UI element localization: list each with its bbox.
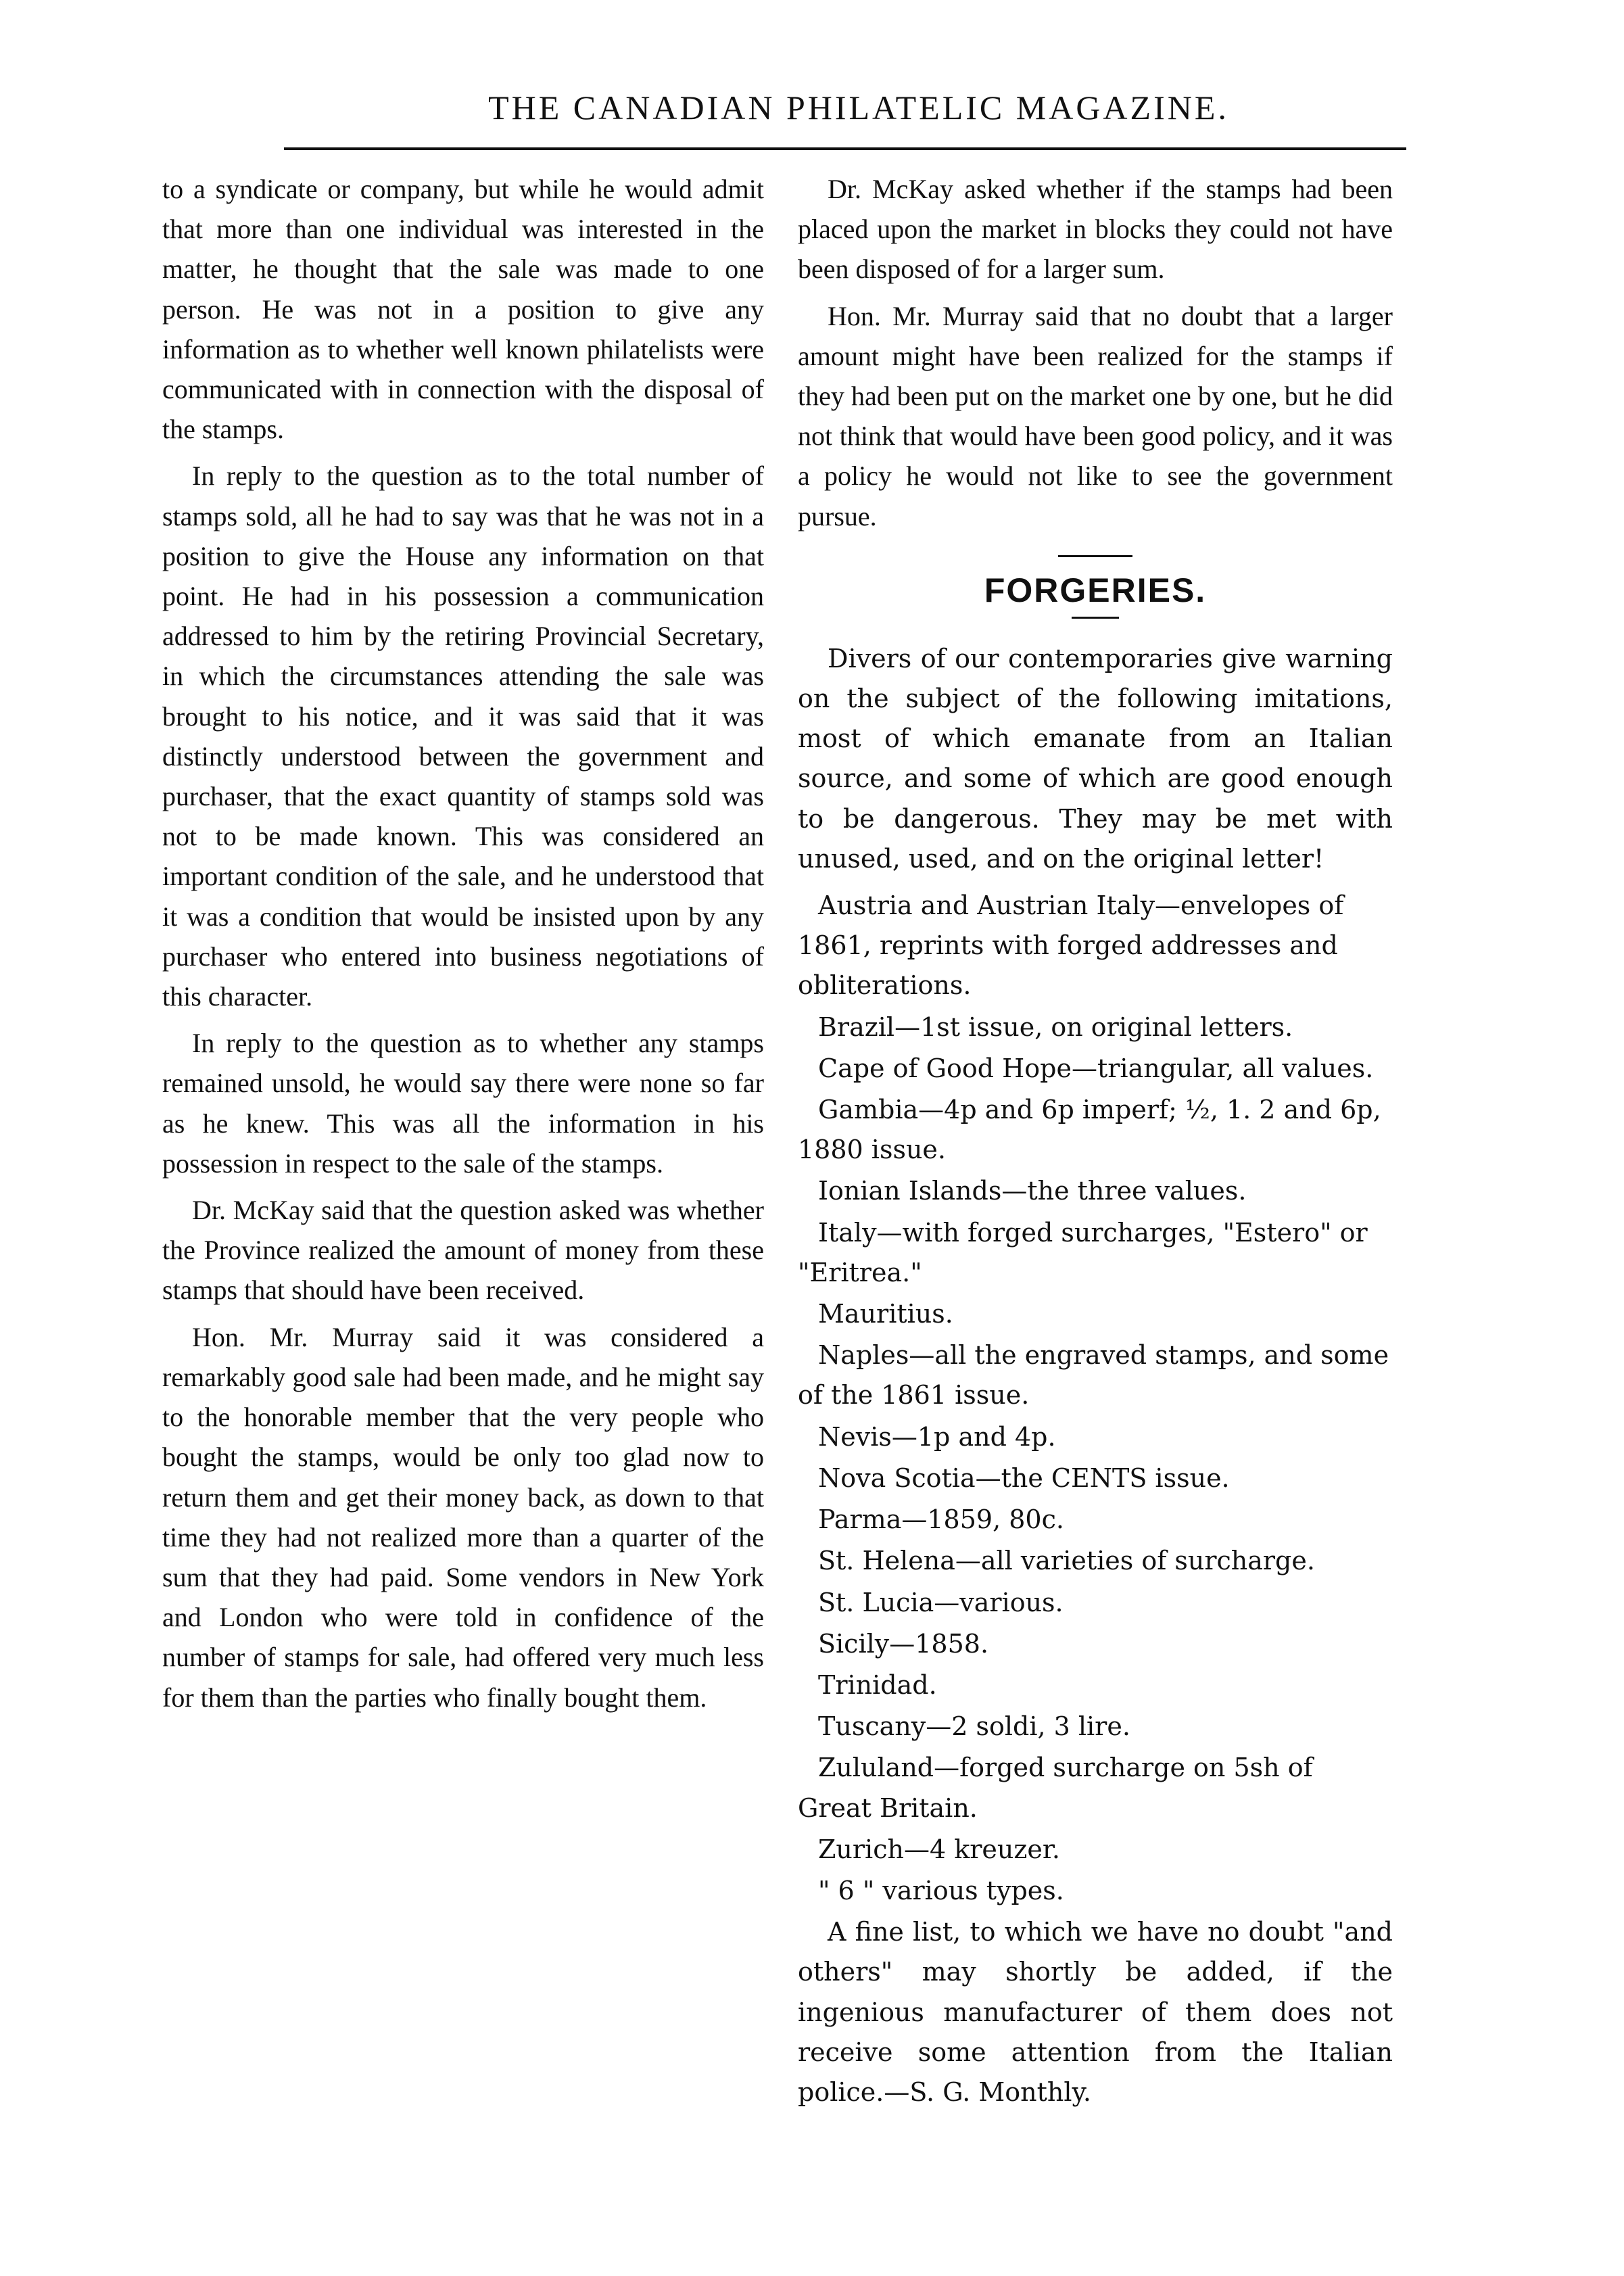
forgery-list-item: Zululand—forged surcharge on 5sh of Great Britain. xyxy=(798,1753,1313,1823)
forgery-list-item: Naples—all the engraved stamps, and some of the 1861 issue. xyxy=(798,1340,1389,1410)
forgeries-intro: Divers of our contemporaries give warning on the subject of the following imitations, most of which emanate from an Italian source, and some of which are good enough to be dangerous. They may be met with unused, used, and on the original letter! xyxy=(798,643,1393,874)
forgery-list-item: Austria and Austrian Italy—envelopes of 1861, reprints with forged addresses and obliterations. xyxy=(798,891,1344,1001)
right-paragraph: Dr. McKay asked whether if the stamps had been placed upon the market in blocks they could not have been disposed of for a larger sum. xyxy=(798,174,1393,285)
forgeries-closing: A fine list, to which we have no doubt "and others" may shortly be added, if the ingenious manufacturer of them does not receive some attention from the Italian police.—S. G. Monthly. xyxy=(798,1917,1393,2107)
forgery-list-item: Trinidad. xyxy=(818,1669,937,1700)
header-rule xyxy=(284,147,1406,150)
section-divider xyxy=(1058,555,1132,557)
forgery-list-item: Zurich—4 kreuzer. xyxy=(818,1834,1060,1864)
right-column xyxy=(798,169,1393,2119)
page-title: THE CANADIAN PHILATELIC MAGAZINE. xyxy=(488,89,1229,126)
forgery-list-item: St. Helena—all varieties of surcharge. xyxy=(818,1546,1315,1576)
left-paragraph: to a syndicate or company, but while he would admit that more than one individual was interested in the matter, he thought that the sale was made to one person. He was not in a position to give any information as to whether well known philatelists were communicated with in connection with the disposal of the stamps. xyxy=(162,174,764,445)
forgery-list-item: Parma—1859, 80c. xyxy=(818,1504,1064,1535)
forgery-list-item: Ionian Islands—the three values. xyxy=(818,1176,1247,1206)
left-paragraph: Dr. McKay said that the question asked was whether the Province realized the amount of money from these stamps that should have been received. xyxy=(162,1195,764,1306)
left-paragraph: In reply to the question as to whether any stamps remained unsold, he would say there were none so far as he knew. This was all the information in his possession in respect to the sale of the stamps. xyxy=(162,1028,764,1179)
forgery-list-item: Mauritius. xyxy=(818,1299,953,1329)
forgery-list-item: " 6 " various types. xyxy=(818,1875,1064,1905)
forgery-list-item: Gambia—4p and 6p imperf; ½, 1. 2 and 6p, 1880 issue. xyxy=(798,1095,1381,1165)
forgeries-section xyxy=(798,639,1393,2112)
forgery-list-item: Nova Scotia—the CENTS issue. xyxy=(818,1463,1230,1493)
forgery-list-item: Cape of Good Hope—triangular, all values. xyxy=(818,1053,1374,1083)
section-heading: FORGERIES. xyxy=(984,571,1207,609)
left-paragraph: Hon. Mr. Murray said it was considered a remarkably good sale had been made, and he might say to the honorable member that the very people who bought the stamps, would be only too glad now to return them and get their money back, as down to that time they had not realized more than a quarter of the sum that they had paid. Some vendors in New York and London who were told in confidence of the number of stamps for sale, had offered very much less for them than the parties who finally bought them. xyxy=(162,1321,764,1713)
left-column xyxy=(162,169,764,1724)
forgery-list-item: Nevis—1p and 4p. xyxy=(818,1421,1056,1452)
forgery-list-item: St. Lucia—various. xyxy=(818,1587,1064,1617)
forgery-list-item: Tuscany—2 soldi, 3 lire. xyxy=(818,1711,1130,1742)
heading-underline xyxy=(1072,617,1119,619)
left-paragraph: In reply to the question as to the total number of stamps sold, all he had to say was that he was not in a position to give the House any information on that point. He had in his possession a communication addressed to him by the retiring Provincial Secretary, in which the circumstances attending the sale was brought to his notice, and it was said that it was distinctly understood between the government and purchaser, that the exact quantity of stamps sold was not to be made known. This was considered an important condition of the sale, and he understood that it was a condition that would be insisted upon by any purchaser who entered into business negotiations of this character. xyxy=(162,460,764,1012)
right-paragraph: Hon. Mr. Murray said that no doubt that a larger amount might have been realized for the stamps if they had been put on the market one by one, but he did not think that would have been good policy, and it was a policy he would not like to see the government pursue. xyxy=(798,300,1393,531)
forgery-list-item: Italy—with forged surcharges, "Estero" or "Eritrea." xyxy=(798,1217,1368,1287)
forgery-list-item: Brazil—1st issue, on original letters. xyxy=(818,1012,1293,1042)
forgery-list-item: Sicily—1858. xyxy=(818,1628,989,1659)
